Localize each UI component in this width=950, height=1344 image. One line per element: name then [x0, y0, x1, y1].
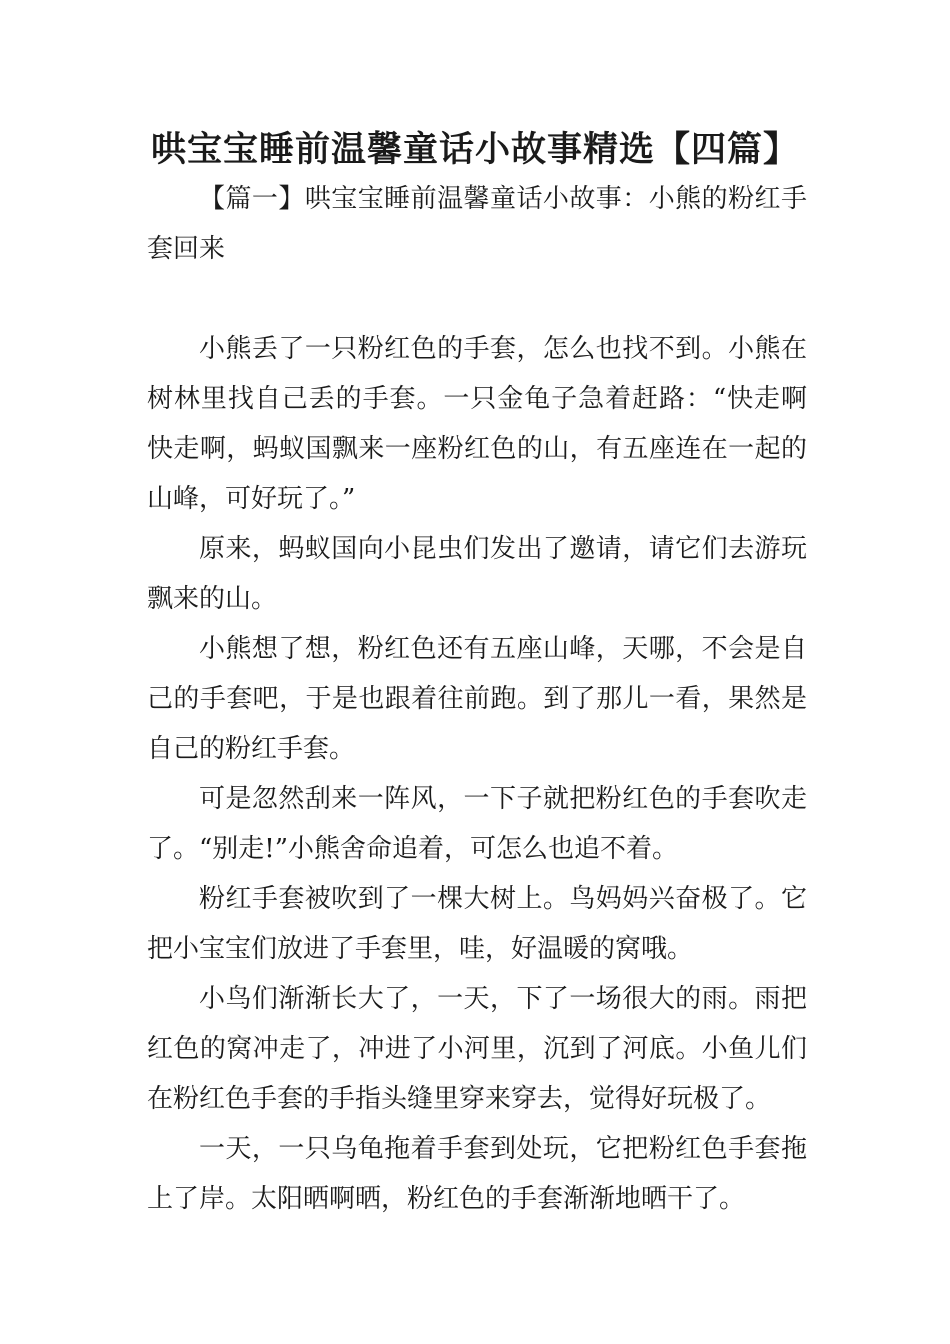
story-heading	[147, 174, 807, 274]
paragraph-6: 小鸟们渐渐长大了，一天，下了一场很大的雨。雨把红色的窝冲走了，冲进了小河里，沉到了河底。小鱼儿们在粉红色手套的手指头缝里穿来穿去，觉得好玩极了。	[147, 984, 807, 1114]
paragraph-5: 粉红手套被吹到了一棵大树上。鸟妈妈兴奋极了。它把小宝宝们放进了手套里，哇，好温暖的窝哦。	[147, 884, 807, 964]
document-title: 哄宝宝睡前温馨童话小故事精选【四篇】	[150, 130, 799, 170]
paragraph-4: 可是忽然刮来一阵风，一下子就把粉红色的手套吹走了。“别走!”小熊舍命追着，可怎么也追不着。	[147, 784, 807, 864]
paragraph-3: 小熊想了想，粉红色还有五座山峰，天哪，不会是自己的手套吧，于是也跟着往前跑。到了那儿一看，果然是自己的粉红手套。	[147, 634, 807, 764]
story-heading-text: 【篇一】哄宝宝睡前温馨童话小故事：小熊的粉红手套回来	[147, 184, 807, 264]
paragraph-1: 小熊丢了一只粉红色的手套，怎么也找不到。小熊在树林里找自己丢的手套。一只金龟子急着赶路：“快走啊快走啊，蚂蚁国飘来一座粉红色的山，有五座连在一起的山峰，可好玩了。”	[147, 334, 807, 514]
paragraph-2: 原来，蚂蚁国向小昆虫们发出了邀请，请它们去游玩飘来的山。	[147, 534, 807, 614]
story-body	[147, 324, 807, 1224]
paragraph-7: 一天，一只乌龟拖着手套到处玩，它把粉红色手套拖上了岸。太阳晒啊晒，粉红色的手套渐渐地晒干了。	[147, 1134, 807, 1214]
